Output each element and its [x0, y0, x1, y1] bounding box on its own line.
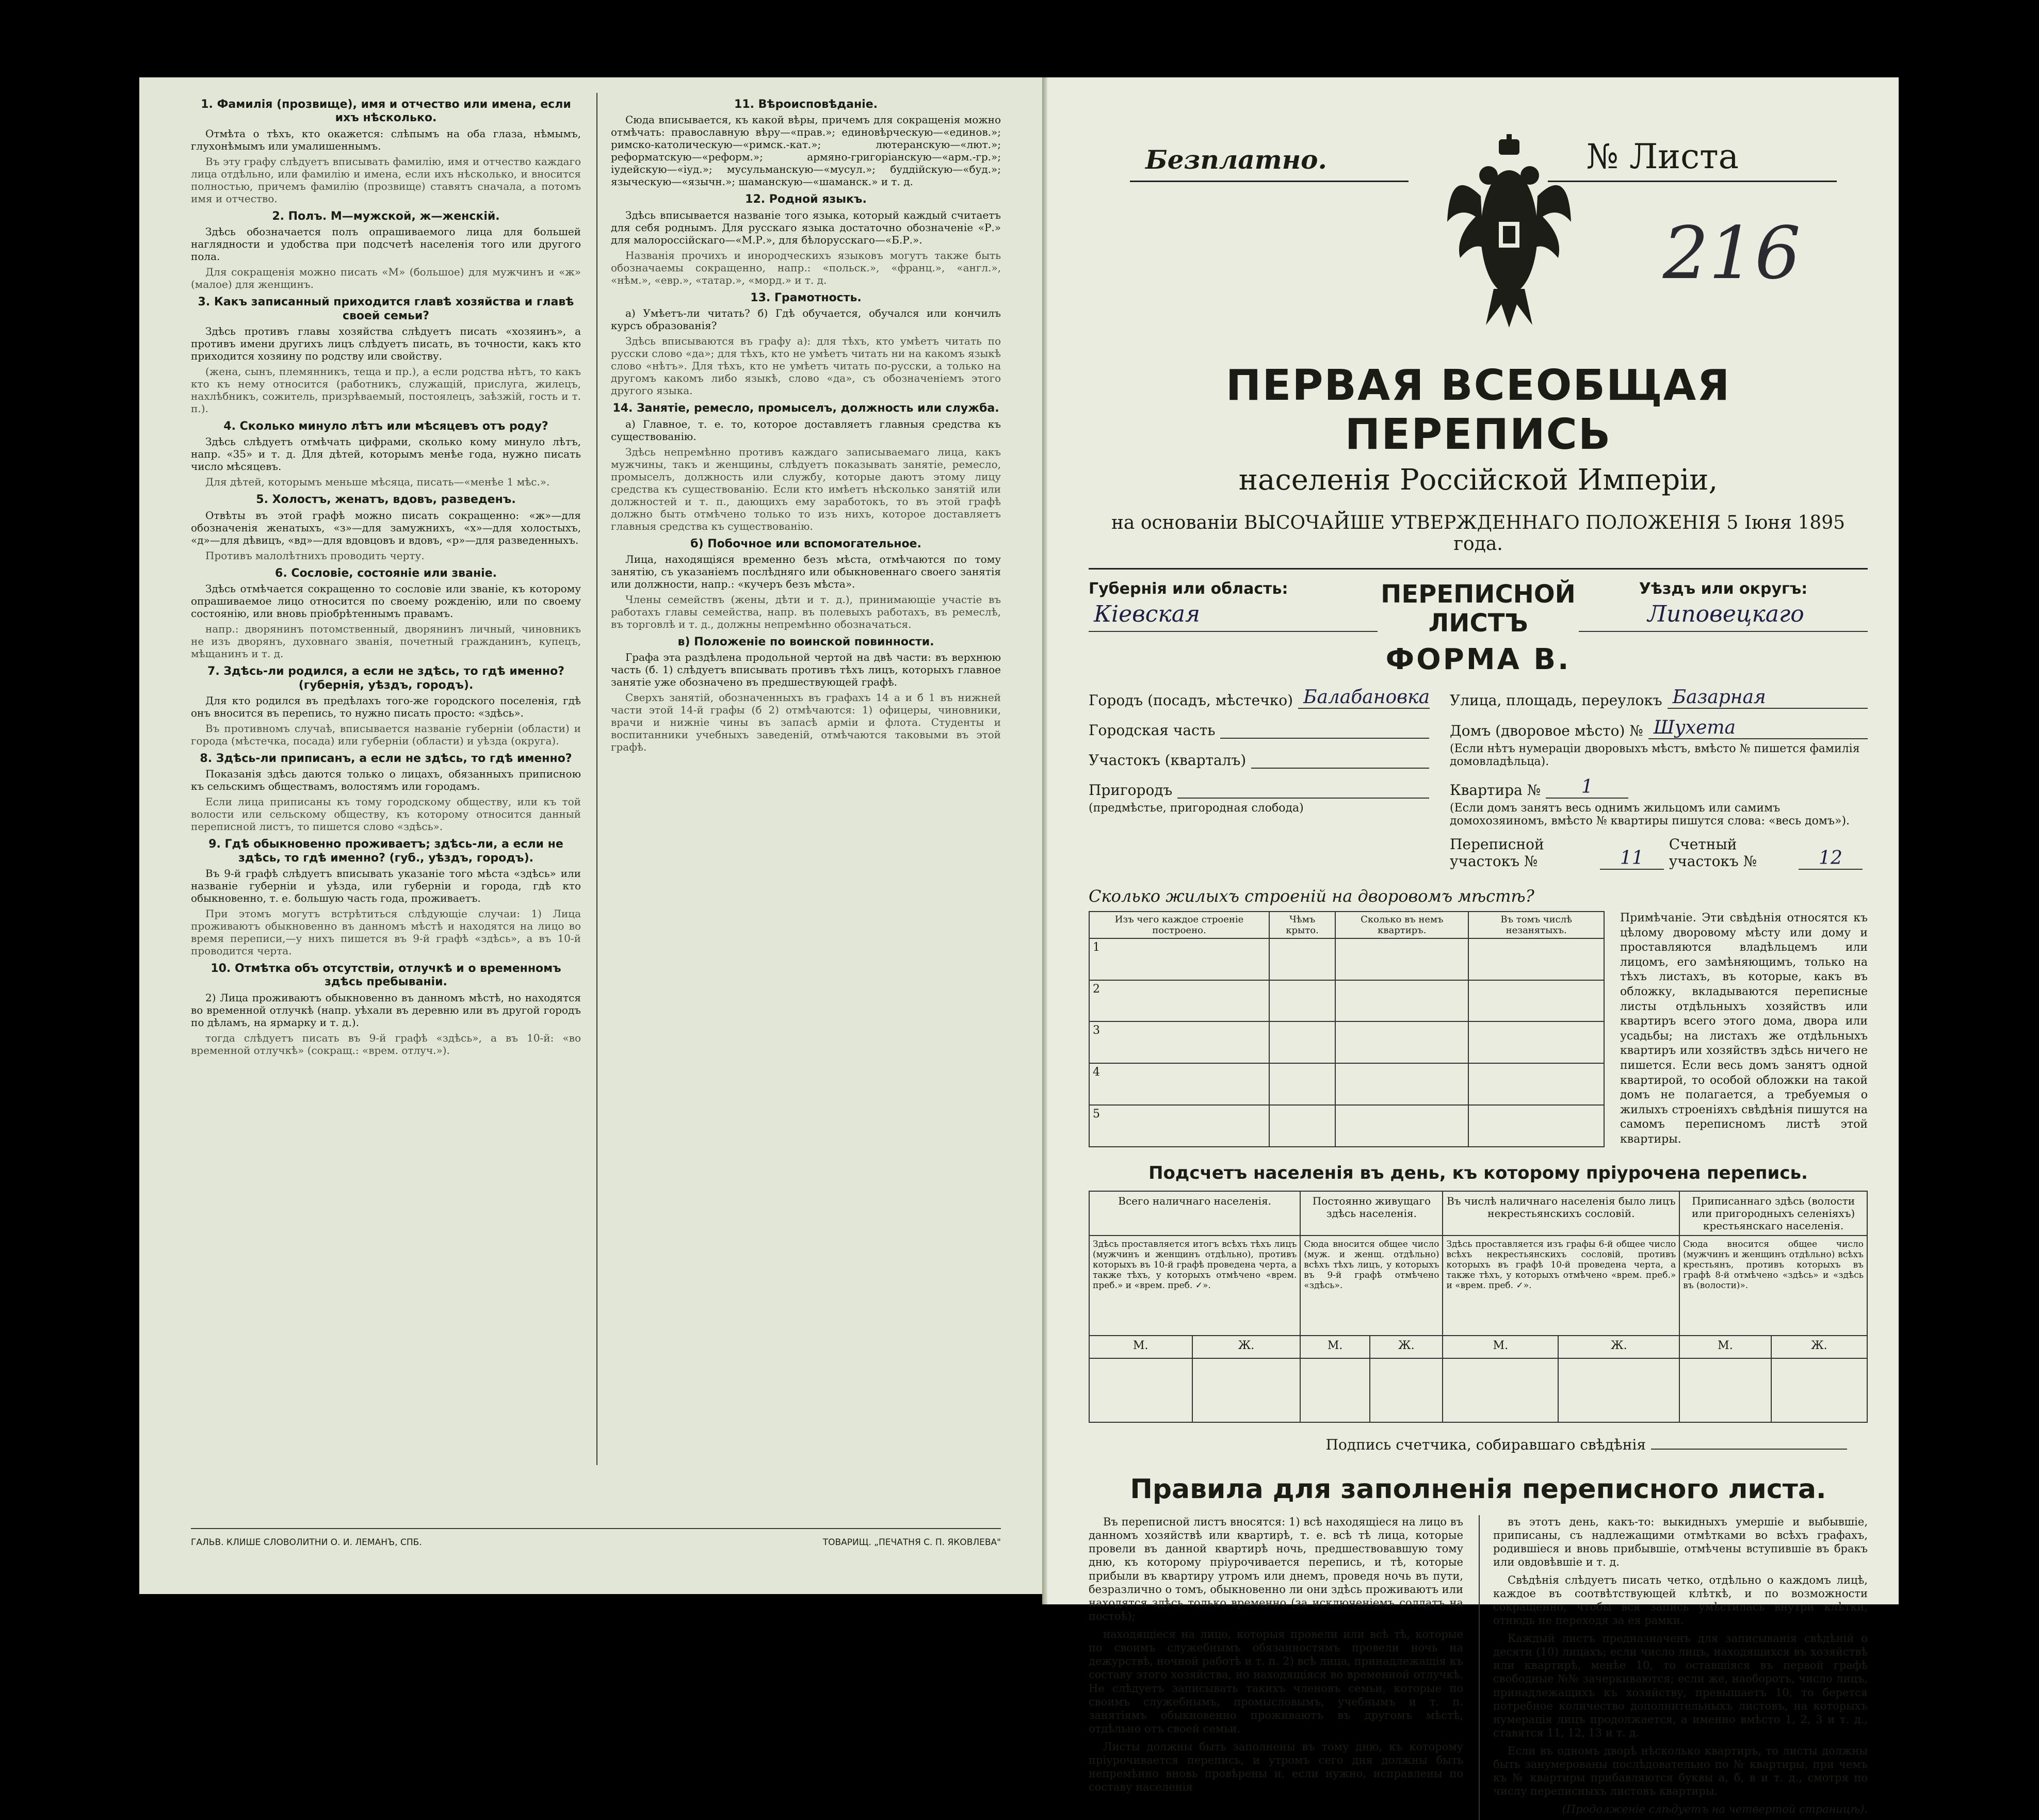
section-body: Здѣсь обозначается полъ опрашиваемого лица для большей наглядности и удобства при подсчетѣ населенія того или другого пола. — [191, 225, 581, 263]
gubernia-label: Губернія или область: — [1089, 580, 1288, 598]
struct-row — [1089, 980, 1604, 1022]
count-cell-male[interactable] — [1443, 1358, 1558, 1422]
section-detail: тогда слѣдуетъ писать въ 9-й графѣ «здѣсь», а въ 10-й: «во временной отлучкѣ» (сокращ.: «врем. отлуч.»). — [191, 1031, 581, 1057]
count-cell-male[interactable] — [1089, 1358, 1192, 1422]
struct-cell[interactable] — [1468, 1021, 1604, 1063]
count-description: Здѣсь проставляется итогъ всѣхъ тѣхъ лицъ (мужчинъ и женщинъ отдѣльно), противъ которыхъ въ 10-й графѣ проведена черта, а также тѣхъ, у которыхъ отмѣчено «врем. преб.» и «врем. преб. ✓». — [1089, 1236, 1300, 1336]
count-title: Подсчетъ населенія въ день, къ которому пріурочена перепись. — [1148, 1162, 1808, 1183]
city-value[interactable]: Балабановка — [1298, 687, 1430, 709]
struct-row — [1089, 1105, 1604, 1147]
section-detail: При этомъ могутъ встрѣтиться слѣдующіе случаи: 1) Лица проживаютъ обыкновенно въ данномъ мѣстѣ и находятся на лицо во время переписи,—у нихъ пишется въ 9-й графѣ «здѣсь», а въ 10-й проводится черта. — [191, 907, 581, 957]
struct-header: Изъ чего каждое строеніе построено. — [1089, 912, 1269, 938]
section-detail: Для сокращенія можно писать «М» (большое) для мужчинъ и «ж» (малое) для женщинъ. — [191, 266, 581, 291]
legal-basis: на основаніи ВЫСОЧАЙШЕ УТВЕРЖДЕННАГО ПОЛОЖЕНІЯ 5 Іюня 1895 года. — [1111, 512, 1846, 555]
rules-paragraph: находящіеся на лицо, которыя провели или всѣ тѣ, которые по своимъ служебнымъ обязанностямъ провели ночь на дежурствѣ, ночной работѣ и т. п. 2) всѣ лица, принадлежащія къ составу этого хозяйства, но находящіяся во временной отлучкѣ. Не слѣдуетъ записывать такихъ членовъ семьи, которые по своимъ служебнымъ, промысловымъ, учебнымъ и т. п. занятіямъ обыкновенно проживаютъ въ другомъ мѣстѣ, отдѣльно отъ своей семьи. — [1089, 1628, 1463, 1735]
flat-row: Квартира № 1 — [1450, 776, 1868, 799]
prigorod-row: Пригородъ — [1089, 777, 1429, 799]
section-title: 8. Здѣсь-ли приписанъ, а если не здѣсь, то гдѣ именно? — [200, 752, 572, 765]
count-cell-female[interactable] — [1192, 1358, 1301, 1422]
form-type — [1378, 580, 1579, 676]
uezd-value[interactable]: Липовецкаго — [1579, 601, 1868, 632]
struct-cell[interactable] — [1269, 1021, 1335, 1063]
section-detail: Здѣсь непремѣнно противъ каждаго записываемаго лица, какъ мужчины, такъ и женщины, слѣдуетъ показывать занятіе, ремесло, промыселъ, должность или службу, которые даютъ этому лицу средства къ существованію. Если кто имѣетъ нѣсколько занятій или должностей и т. п., дающихъ ему заработокъ, то въ этой графѣ должно быть отмѣчено только то изъ нихъ, которое доставляетъ главныя средства къ существованію. — [611, 445, 1001, 532]
section-title: 2. Полъ. М—мужской, ж—женскій. — [272, 209, 500, 223]
section-body: а) Умѣетъ-ли читать? б) Гдѣ обучается, обучался или кончилъ курсъ образованія? — [611, 307, 1001, 332]
struct-cell[interactable] — [1468, 938, 1604, 980]
census-form-page — [1047, 77, 1899, 1815]
section-title: 13. Грамотность. — [750, 291, 862, 304]
section-body: Здѣсь слѣдуетъ отмѣчать цифрами, сколько кому минуло лѣтъ, напр. «35» и т. д. Для дѣтей, которымъ менѣе года, нужно писать число мѣсяцевъ. — [191, 435, 581, 473]
struct-cell[interactable] — [1335, 938, 1468, 980]
rules-paragraph: въ этотъ день, какъ-то: выкидныхъ умершіе и выбывшіе, приписаны, съ надлежащими отмѣтками во всѣхъ графахъ, родившіеся и вновь прибывшіе, отмѣчены вступившіе въ бракъ или овдовѣвшіе и т. д. — [1493, 1515, 1868, 1569]
male-label: М. — [1300, 1336, 1370, 1358]
form-title: ПЕРВАЯ ВСЕОБЩАЯ ПЕРЕПИСЬ — [1225, 361, 1731, 459]
section-detail: Члены семействъ (жены, дѣти и т. д.), принимающіе участіе въ работахъ главы семейства, напр. въ полевыхъ работахъ, въ ремеслѣ, въ торговлѣ и т. д., должны непремѣнно обозначаться. — [611, 593, 1001, 630]
address-block — [1089, 687, 1868, 878]
uchastok-row: Участокъ (кварталъ) — [1089, 747, 1429, 769]
section-body: Графа эта раздѣлена продольной чертой на двѣ части: въ верхнюю часть (б. 1) слѣдуетъ вписывать противъ тѣхъ лицъ, которыхъ главное занятіе уже обозначено въ предшествующей графѣ. — [611, 651, 1001, 689]
rules-col-1 — [1089, 1515, 1463, 1820]
section-body: а) Главное, т. е. то, которое доставляетъ главныя средства къ существованію. — [611, 417, 1001, 443]
struct-row-number: 5 — [1089, 1105, 1269, 1147]
gubernia-value[interactable]: Кіевская — [1089, 601, 1378, 632]
section-body: Отвѣты въ этой графѣ можно писать сокращенно: «ж»—для обозначенія женатыхъ, «з»—для замужнихъ, «х»—для холостыхъ, «д»—для дѣвицъ, «вд»—для вдовцовъ и вдовъ, «р»—для разведенныхъ. — [191, 509, 581, 546]
struct-cell[interactable] — [1335, 1063, 1468, 1105]
section-title: 5. Холостъ, женатъ, вдовъ, разведенъ. — [256, 493, 516, 507]
region-block — [1089, 580, 1868, 676]
count-header: Въ числѣ наличнаго населенія было лицъ некрестьянскихъ сословій. — [1443, 1191, 1679, 1236]
printer-imprint-right: ТОВАРИЩ. „ПЕЧАТНЯ С. П. ЯКОВЛЕВА" — [822, 1537, 1001, 1548]
rules-paragraph: Въ переписной листъ вносятся: 1) всѣ находящіеся на лицо въ данномъ хозяйствѣ или квартирѣ, т. е. всѣ тѣ лица, которые провели въ данной квартирѣ ночь, предшествовавшую тому дню, къ которому пріурочивается перепись, и тѣ, которые прибыли въ квартиру утромъ или днемъ, проведя ночь въ пути, безразлично о томъ, обыкновенно ли они здѣсь проживаютъ или находятся здѣсь только временно (за исключеніемъ солдатъ на постоѣ); — [1089, 1515, 1463, 1623]
section-detail: Сверхъ занятій, обозначенныхъ въ графахъ 14 а и б 1 въ нижней части этой 14-й графы (б 2) отмѣчаются: 1) офицеры, чиновники, врачи и нижніе чины въ запасѣ арміи и флота. Студенты и воспитанники учебныхъ заведеній, отмѣчаются таковыми въ этой графѣ. — [611, 691, 1001, 754]
male-label: М. — [1679, 1336, 1771, 1358]
struct-row-number: 2 — [1089, 980, 1269, 1022]
rules-paragraph: Свѣдѣнія слѣдуетъ писать четко, отдѣльно о каждомъ лицѣ, каждое въ соотвѣтствующей клѣткѣ, и по возможности сокращенно, чтобы вся запись умѣстилась внутри клѣтки, отнюдь не переходя за ея рамки. — [1493, 1573, 1868, 1627]
population-count-table — [1089, 1191, 1868, 1423]
section-detail: Противъ малолѣтнихъ проводить черту. — [205, 549, 425, 562]
section-detail: Въ противномъ случаѣ, вписывается названіе губерніи (области) и города (мѣстечка, посада) или губерніи (области) и уѣзда (округа). — [191, 722, 581, 747]
section-title: 4. Сколько минуло лѣтъ или мѣсяцевъ отъ роду? — [223, 419, 548, 433]
section-body: Для кто родился въ предѣлахъ того-же городского поселенія, гдѣ онъ вносится въ перепись, то нужно писать просто: «здѣсь». — [191, 694, 581, 719]
perepis-value[interactable]: 11 — [1600, 848, 1664, 870]
count-description: Сюда вносится общее число (мужчинъ и женщинъ отдѣльно) всѣхъ крестьянъ, противъ которыхъ въ графѣ 8-й отмѣчено «здѣсь» и «здѣсь въ (волости)». — [1679, 1236, 1867, 1336]
structures-table — [1089, 911, 1605, 1147]
instructions-col-1 — [191, 93, 581, 1465]
rules-paragraph: Если въ одномъ дворѣ нѣсколько квартиръ, то листы должны быть занумерованы послѣдовательно по № квартиры, при чемъ къ № квартиры прибавляются буквы а, б, в и т. д., смотря по числу переписныхъ листовъ квартиры. — [1493, 1744, 1868, 1798]
section-body: Сюда вписывается, къ какой вѣры, причемъ для сокращенія можно отмѣчать: православную вѣру—«прав.»; единовѣрческую—«единов.»; римско-католическую—«римск.-кат.»; лютеранскую—«лют.»; реформатскую—«реформ.»; армяно-григоріанскую—«арм.-гр.»; іудейскую—«іуд.»; мусульманскую—«мусул.»; буддійскую—«буд.»; языческую—«язычн.»; шаманскую—«шаманск.» и т. д. — [611, 113, 1001, 188]
house-value[interactable]: Шухета — [1648, 717, 1868, 739]
schet-value[interactable]: 12 — [1799, 848, 1863, 870]
section-title: 7. Здѣсь-ли родился, а если не здѣсь, то гдѣ именно? (губернія, уѣздъ, городъ). — [207, 665, 564, 692]
section-body: Лица, находящіяся временно безъ мѣста, отмѣчаются по тому занятію, съ указаніемъ послѣдняго или обыкновеннаго своего занятія или должности, напр.: «кучеръ безъ мѣста». — [611, 553, 1001, 590]
section-detail: Здѣсь вписываются въ графу а): для тѣхъ, кто умѣетъ читать по русски слово «да»; для тѣхъ, кто не умѣетъ читать ни на какомъ языкѣ слово «нѣтъ». Для тѣхъ, кто не умѣетъ читать по-русски, а только на другомъ какомъ либо языкѣ, слово «да», съ обозначеніемъ этого другого языка. — [611, 335, 1001, 397]
header-rule-right — [1548, 181, 1837, 182]
struct-cell[interactable] — [1269, 938, 1335, 980]
section-title: 6. Сословіе, состояніе или званіе. — [275, 566, 497, 580]
count-description: Здѣсь проставляется изъ графы 6-й общее число всѣхъ некрестьянскихъ сословій, противъ которыхъ въ графѣ 10-й проведена черта, а также тѣхъ, у которыхъ отмѣчено «врем. преб.» и «врем. преб. ✓». — [1443, 1236, 1679, 1336]
struct-cell[interactable] — [1468, 1105, 1604, 1147]
house-row: Домъ (дворовое мѣсто) № Шухета — [1450, 717, 1868, 739]
struct-cell[interactable] — [1269, 1105, 1335, 1147]
street-row: Улица, площадь, переулокъ Базарная — [1450, 687, 1868, 709]
struct-header: Сколько въ немъ квартиръ. — [1335, 912, 1468, 938]
count-cell-female[interactable] — [1370, 1358, 1443, 1422]
rules-title: Правила для заполненія переписного листа. — [1130, 1473, 1826, 1505]
struct-row — [1089, 938, 1604, 980]
count-cell-female[interactable] — [1771, 1358, 1867, 1422]
enumerator-signature — [1089, 1436, 1847, 1453]
section-body: Здѣсь отмѣчается сокращенно то сословіе или званіе, къ которому опрашиваемое лицо относится по своему рожденію, или по своему состоянію, или вновь пріобрѣтеннымъ правамъ. — [191, 582, 581, 620]
struct-row-number: 4 — [1089, 1063, 1269, 1105]
instructions-col-2 — [596, 93, 1001, 1465]
count-cell-female[interactable] — [1558, 1358, 1679, 1422]
struct-cell[interactable] — [1335, 980, 1468, 1022]
rules-paragraph: Листы должны быть заполнены въ тому дню, къ которому пріурочивается перепись, и утромъ сего дня должны быть непремѣнно вновь провѣрены и, если нужно, исправлены по составу населенія — [1089, 1740, 1463, 1794]
structures-note: Примѣчаніе. Эти свѣдѣнія относятся къ цѣлому дворовому мѣсту или дому и проставляются владѣльцемъ или лицомъ, его замѣняющимъ, только на тѣхъ листахъ, въ которые, какъ въ обложку, вкладываются переписные листы отдѣльныхъ хозяйствъ или квартиръ всего этого дома, двора или усадьбы; на листахъ же отдѣльныхъ квартиръ или хозяйствъ здѣсь ничего не пишется. Если весь домъ занятъ одной квартирой, то особой обложки на такой домъ не полагается, а требуемыя о жилыхъ строеніяхъ свѣдѣнія пишутся на самомъ переписномъ листѣ этой квартиры. — [1620, 912, 1868, 1146]
rules-col-2 — [1479, 1515, 1868, 1820]
section-title: 11. Вѣроисповѣданіе. — [734, 98, 878, 111]
count-cell-male[interactable] — [1300, 1358, 1370, 1422]
section-detail: (жена, сынъ, племянникъ, теща и пр.), а если родства нѣтъ, то какъ кто къ нему относится (работникъ, служащій, прислуга, жилецъ, нахлѣбникъ, сожитель, призрѣваемый, постоялецъ, заѣзжій, гость и т. п.). — [191, 365, 581, 415]
structures-block — [1089, 911, 1868, 1147]
struct-cell[interactable] — [1335, 1105, 1468, 1147]
section-title: в) Положеніе по воинской повинности. — [677, 635, 934, 648]
district-row: Переписной участокъ № 11 Счетный участокъ № 12 — [1450, 836, 1868, 870]
struct-row-number: 1 — [1089, 938, 1269, 980]
rules-block — [1089, 1515, 1868, 1820]
section-title: 3. Какъ записанный приходится главѣ хозяйства и главѣ своей семьи? — [198, 296, 574, 322]
signature-line[interactable] — [1651, 1449, 1847, 1450]
flat-value[interactable]: 1 — [1546, 776, 1628, 799]
free-label: Безплатно. — [1145, 144, 1327, 175]
section-title: 14. Занятіе, ремесло, промыселъ, должность или служба. — [612, 402, 999, 415]
section-title: 12. Родной языкъ. — [745, 193, 867, 206]
section-title: б) Побочное или вспомогательное. — [690, 537, 921, 550]
section-title: 10. Отмѣтка объ отсутствіи, отлучкѣ и о временномъ здѣсь пребываніи. — [211, 962, 561, 989]
section-body: Показанія здѣсь даются только о лицахъ, обязанныхъ приписною къ сельскимъ обществамъ, волостямъ или городамъ. — [191, 768, 581, 793]
city-part-row: Городская часть — [1089, 717, 1429, 739]
form-type-line-1: ПЕРЕПИСНОЙ ЛИСТЪ — [1381, 580, 1576, 638]
section-body: Отмѣта о тѣхъ, кто окажется: слѣпымъ на оба глаза, нѣмымъ, глухонѣмымъ или умалишеннымъ. — [191, 127, 581, 152]
struct-row-number: 3 — [1089, 1021, 1269, 1063]
printer-imprint-left: ГАЛЬВ. КЛИШЕ СЛОВОЛИТНИ О. И. ЛЕМАНЪ, СПБ. — [191, 1537, 422, 1548]
section-body: Здѣсь противъ главы хозяйства слѣдуетъ писать «хозяинъ», а противъ имени другихъ лицъ слѣдуетъ писать, въ точности, какъ кто приходится хозяину по родству или свойству. — [191, 324, 581, 362]
prigorod-note: (предмѣстье, пригородная слобода) — [1089, 802, 1304, 815]
sheet-number-label: № Листа — [1586, 137, 1739, 176]
male-label: М. — [1443, 1336, 1558, 1358]
uchastok-value[interactable] — [1251, 747, 1429, 769]
form-subtitle: населенія Россійской Имперіи, — [1238, 463, 1718, 497]
gubernia-field — [1089, 580, 1378, 632]
struct-header: Чѣмъ крыто. — [1269, 912, 1335, 938]
struct-cell[interactable] — [1269, 1063, 1335, 1105]
section-body: Здѣсь вписывается названіе того языка, который каждый считаетъ для себя роднымъ. Для русскаго языка достаточно обозначеніе «Р.» для малороссійскаго—«М.Р.», для бѣлорусскаго—«Б.Р.». — [611, 208, 1001, 246]
city-row: Городъ (посадъ, мѣстечко) Балабановка — [1089, 687, 1430, 709]
struct-header: Въ томъ числѣ незанятыхъ. — [1468, 912, 1604, 938]
instructions-columns — [191, 93, 1001, 1465]
male-label: М. — [1089, 1336, 1192, 1358]
count-header: Всего наличнаго населенія. — [1089, 1191, 1300, 1236]
city-part-value[interactable] — [1220, 717, 1429, 739]
count-header: Постоянно живущаго здѣсь населенія. — [1300, 1191, 1443, 1236]
street-value[interactable]: Базарная — [1668, 687, 1868, 709]
section-title: 9. Гдѣ обыкновенно проживаетъ; здѣсь-ли, а если не здѣсь, то гдѣ именно? (губ., уѣздъ, городъ). — [208, 838, 563, 865]
count-description: Сюда вносится общее число (муж. и женщ. отдѣльно) всѣхъ тѣхъ лицъ, у которыхъ въ 9-й графѣ отмѣчено «здѣсь». — [1300, 1236, 1443, 1336]
section-detail: Если лица приписаны къ тому городскому обществу, или къ той волости или сельскому обществу, къ которому относится данный переписной листъ, то пишется слово «здѣсь». — [191, 795, 581, 833]
left-footer — [191, 1528, 1001, 1548]
divider — [1089, 568, 1868, 570]
house-note: (Если нѣтъ нумераціи дворовыхъ мѣстъ, вмѣсто № пишется фамилія домовладѣльца). — [1450, 742, 1860, 768]
double-headed-eagle-icon — [1445, 134, 1574, 330]
structures-title: Сколько жилыхъ строеній на дворовомъ мѣстѣ? — [1089, 886, 1534, 906]
continued-note: (Продолженіе слѣдуетъ на четвертой страницѣ). — [1562, 1802, 1868, 1815]
section-body: 2) Лица проживаютъ обыкновенно въ данномъ мѣстѣ, но находятся во временной отлучкѣ (напр. уѣхали въ деревню или въ другой городъ по дѣламъ, на ярмарку и т. д.). — [191, 991, 581, 1029]
struct-row — [1089, 1021, 1604, 1063]
section-detail: Названія прочихъ и инородческихъ языковъ могутъ также быть обозначаемы сокращенно, напр.: «польск.», «франц.», «англ.», «нѣм.», «евр.», «татар.», «морд.» и т. д. — [611, 249, 1001, 286]
count-header: Приписаннаго здѣсь (волости или пригородныхъ селеніяхъ) крестьянскаго населенія. — [1679, 1191, 1867, 1236]
female-label: Ж. — [1558, 1336, 1679, 1358]
female-label: Ж. — [1192, 1336, 1301, 1358]
prigorod-value[interactable] — [1177, 777, 1429, 799]
struct-cell[interactable] — [1269, 980, 1335, 1022]
flat-note: (Если домъ занятъ весь однимъ жильцомъ или самимъ домохозяиномъ, вмѣсто № квартиры пишутся слова: «весь домъ»). — [1450, 802, 1850, 827]
section-detail: напр.: дворянинъ потомственный, дворянинъ личный, чиновникъ не изъ дворянъ, духовнаго званія, почетный гражданинъ, купецъ, мѣщанинъ и т. д. — [191, 623, 581, 660]
struct-cell[interactable] — [1468, 980, 1604, 1022]
section-detail: Въ эту графу слѣдуетъ вписывать фамилію, имя и отчество каждаго лица отдѣльно, или фамилію и имена, если ихъ нѣсколько, и вносится полностью, причемъ фамилію (прозвище) ставятъ сначала, а потомъ имя и отчество. — [191, 155, 581, 205]
female-label: Ж. — [1771, 1336, 1867, 1358]
form-type-line-2: ФОРМА В. — [1385, 643, 1571, 676]
uezd-field — [1579, 580, 1868, 632]
rules-paragraph: Каждый листъ предназначенъ для записыванія свѣдѣній о десяти (10) лицахъ; если число лицъ, находящихся въ хозяйствѣ или квартирѣ, менѣе 10, то оставшіяся въ первой графѣ свободные №№ зачеркиваются; если же, наоборотъ, число лицъ, принадлежащихъ къ хозяйству, превышаетъ 10, то берется потребное количество дополнительныхъ листовъ, на которыхъ нумерація лицъ продолжается, а именно вмѣсто 1, 2, 3 и т. д., ставятся 11, 12, 13 и т. д. — [1493, 1632, 1868, 1740]
struct-row — [1089, 1063, 1604, 1105]
female-label: Ж. — [1370, 1336, 1443, 1358]
struct-cell[interactable] — [1468, 1063, 1604, 1105]
section-detail: Для дѣтей, которымъ меньше мѣсяца, писать—«менѣе 1 мѣс.». — [205, 476, 550, 489]
handwritten-sheet-number: 216 — [1662, 212, 1801, 296]
section-body: Въ 9-й графѣ слѣдуетъ вписывать указаніе того мѣста «здѣсь» или названіе губерніи и уѣзда, или губерніи и города, гдѣ кто обыкновенно, т. е. большую часть года, проживаетъ. — [191, 867, 581, 905]
left-page — [139, 77, 1047, 1594]
header-rule-left — [1130, 181, 1409, 182]
signature-label: Подпись счетчика, собиравшаго свѣдѣнія — [1325, 1436, 1646, 1453]
struct-cell[interactable] — [1335, 1021, 1468, 1063]
form-header — [1089, 134, 1868, 361]
count-cell-male[interactable] — [1679, 1358, 1771, 1422]
uezd-label: Уѣздъ или округъ: — [1639, 580, 1808, 598]
section-title: 1. Фамилія (прозвище), имя и отчество или имена, если ихъ нѣсколько. — [201, 98, 571, 125]
